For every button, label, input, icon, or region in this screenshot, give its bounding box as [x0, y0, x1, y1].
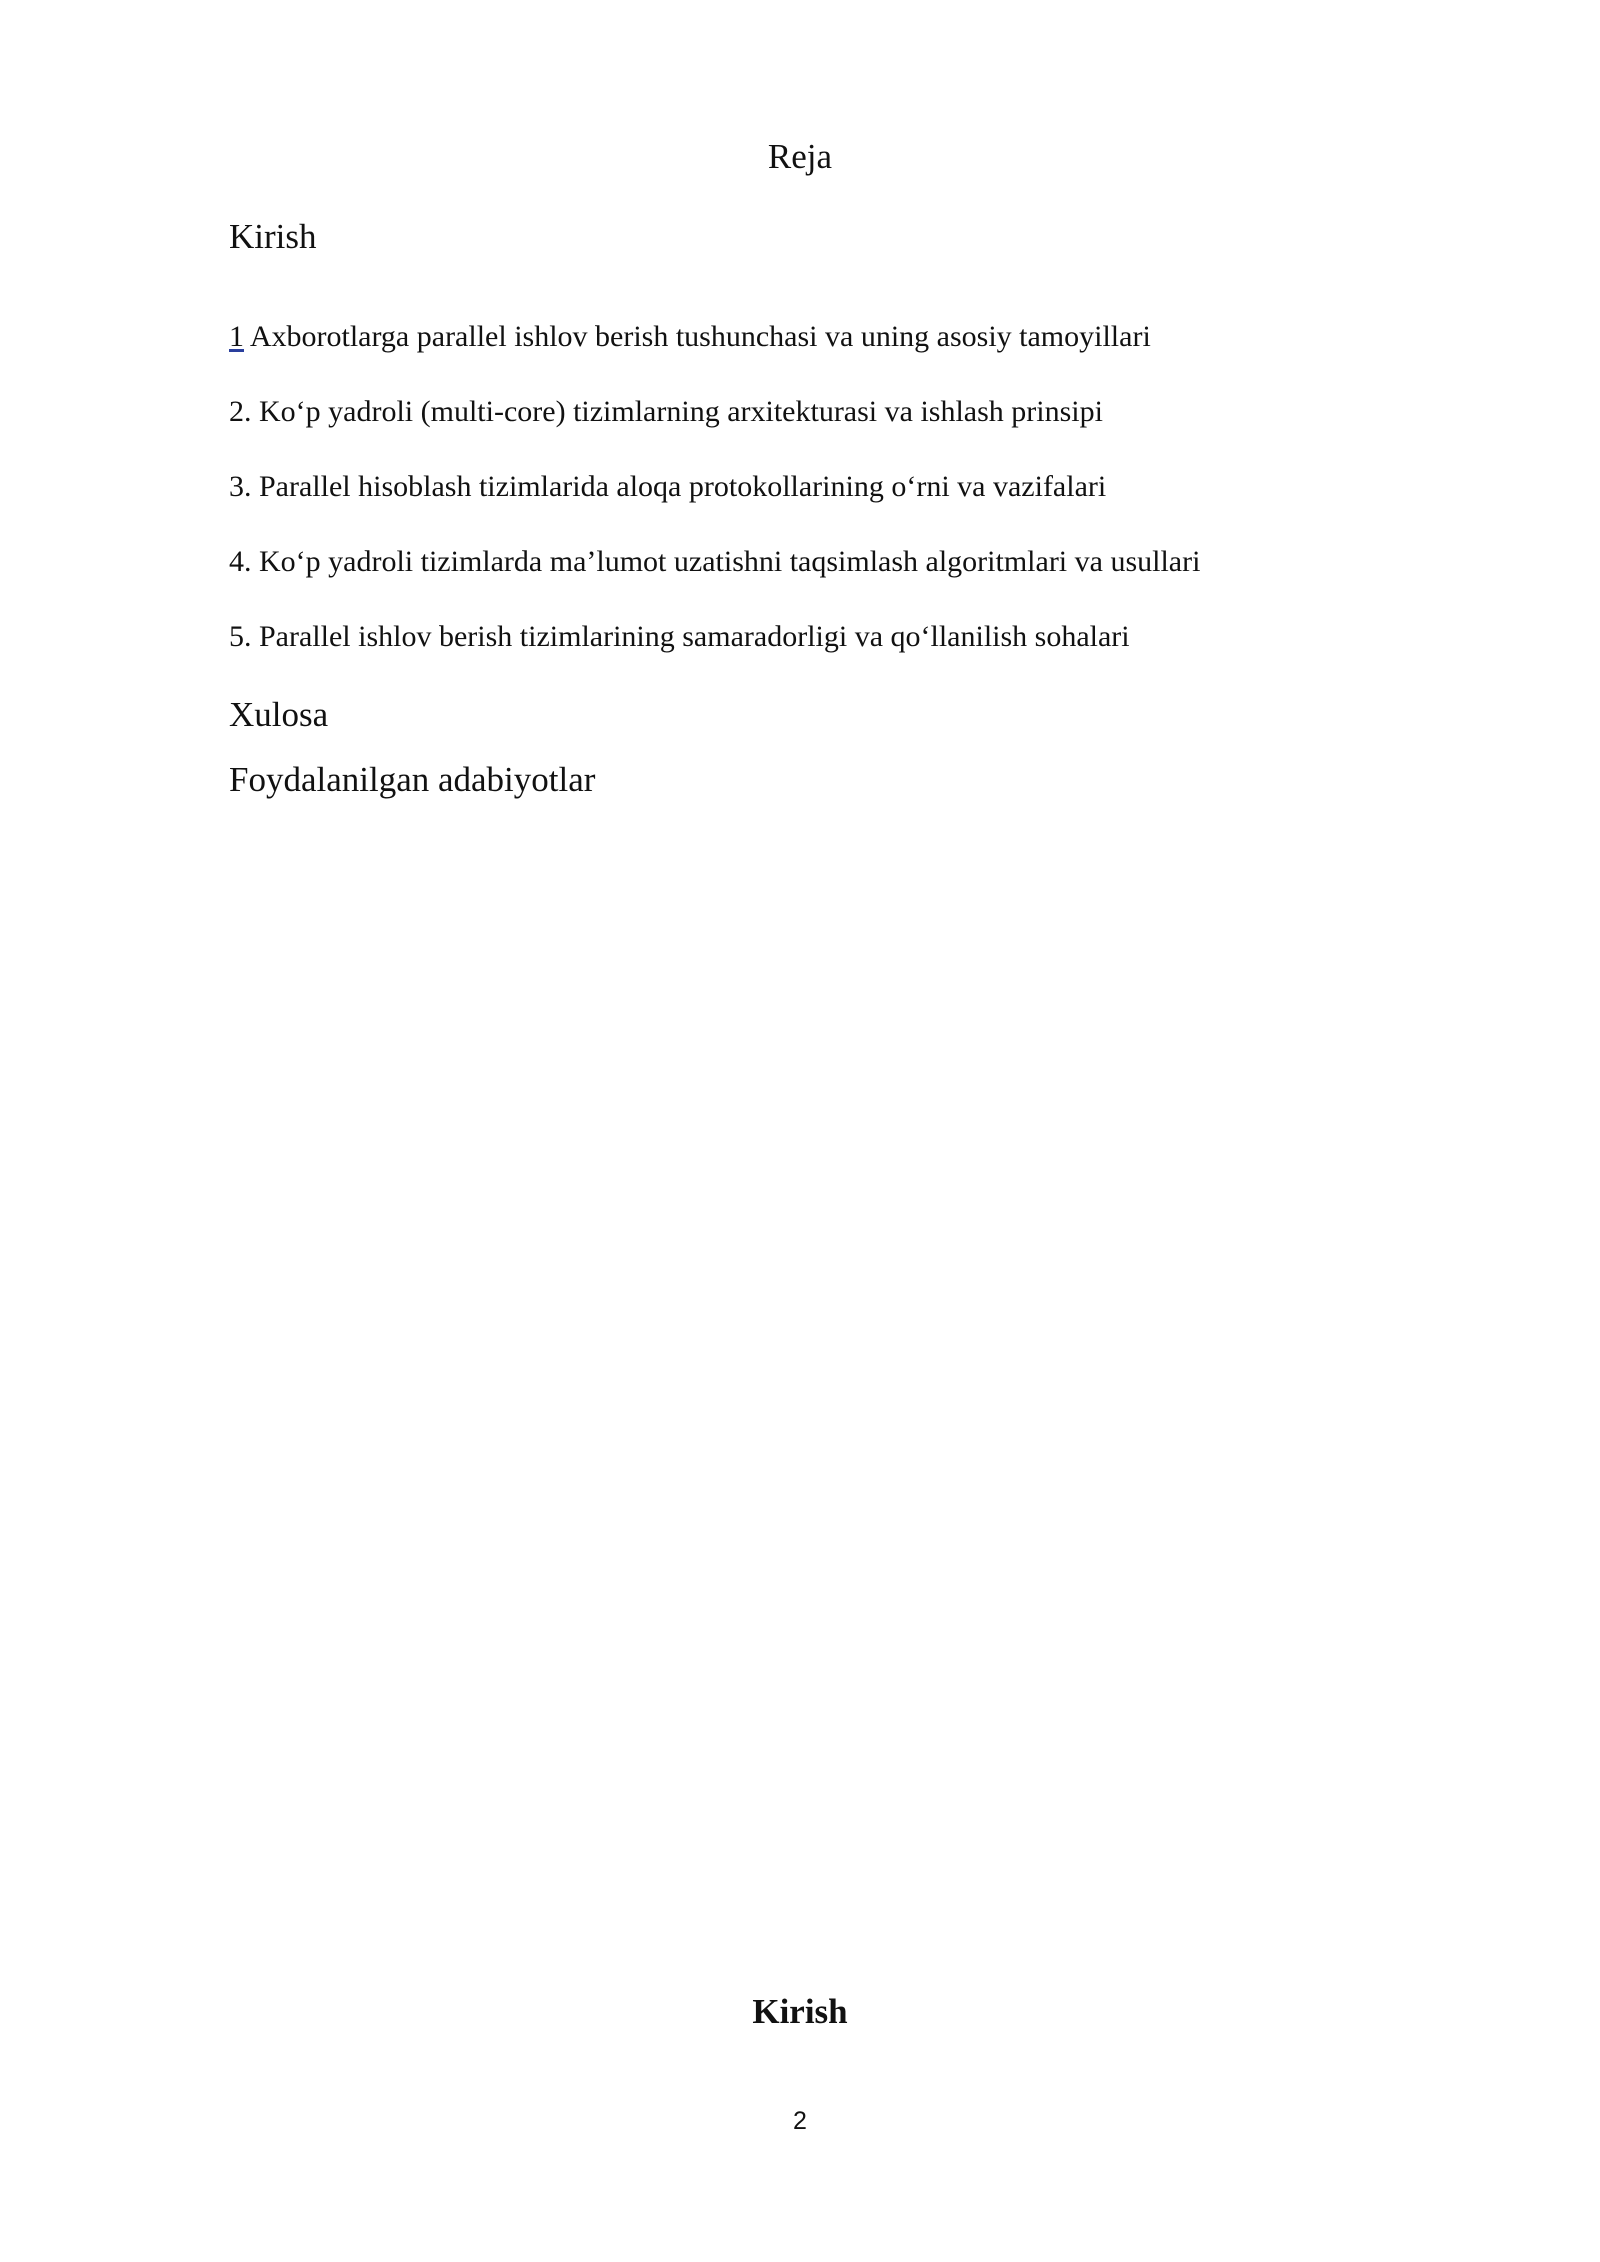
plan-conclusion-heading: Xulosa: [229, 695, 329, 734]
plan-item-text: Ko‘p yadroli (multi-core) tizimlarning arxitekturasi va ishlash prinsipi: [251, 395, 1103, 428]
plan-references-heading: Foydalanilgan adabiyotlar: [229, 760, 596, 799]
plan-item-text: Axborotlarga parallel ishlov berish tushunchasi va uning asosiy tamoyillari: [244, 320, 1151, 353]
plan-item-text: Ko‘p yadroli tizimlarda ma’lumot uzatishni taqsimlash algoritmlari va usullari: [251, 545, 1201, 578]
section-title: Kirish: [752, 1992, 848, 2031]
page-number: 2: [793, 2107, 807, 2135]
plan-item-2: [229, 390, 1103, 434]
plan-item-number: 5.: [229, 620, 252, 653]
plan-item-number: 3.: [229, 470, 252, 503]
plan-item-1: [229, 315, 1151, 359]
plan-item-text: Parallel ishlov berish tizimlarining samaradorligi va qo‘llanilish sohalari: [251, 620, 1130, 653]
plan-item-4: [229, 540, 1200, 584]
plan-intro-heading: Kirish: [229, 217, 317, 256]
plan-item-number: 2.: [229, 395, 252, 428]
plan-item-number[interactable]: 1: [229, 320, 244, 353]
plan-item-text: Parallel hisoblash tizimlarida aloqa protokollarining o‘rni va vazifalari: [251, 470, 1107, 503]
page-title: Reja: [767, 137, 833, 176]
plan-item-3: [229, 465, 1106, 509]
plan-item-number: 4.: [229, 545, 252, 578]
plan-item-5: [229, 615, 1130, 659]
